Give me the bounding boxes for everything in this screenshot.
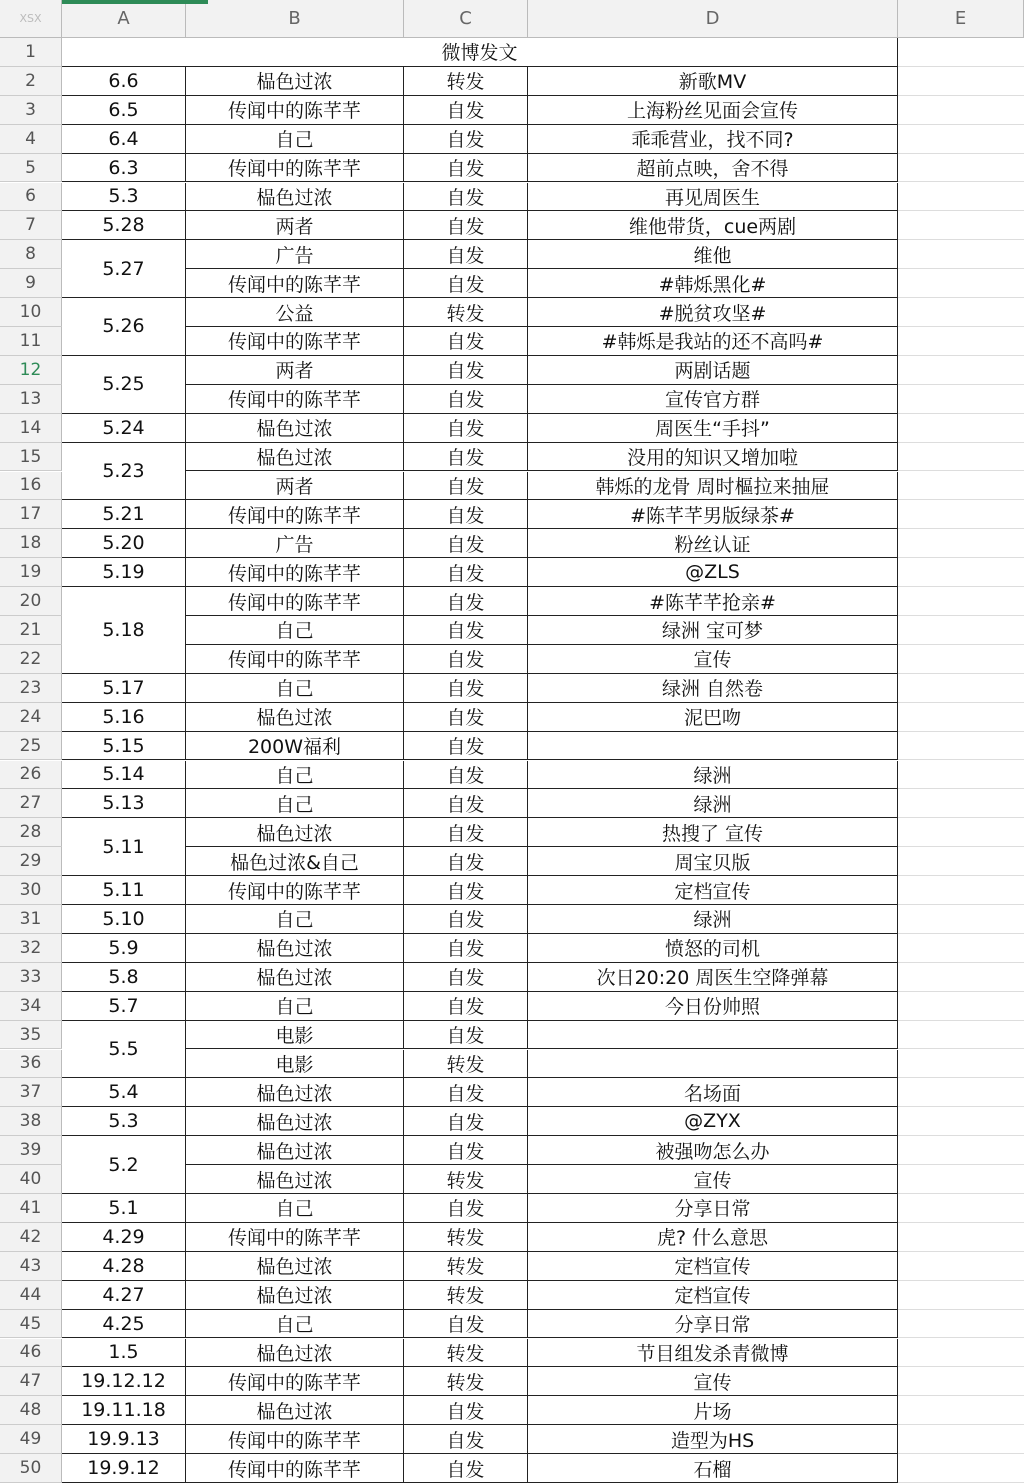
- date-cell[interactable]: 4.27: [62, 1281, 186, 1310]
- date-cell[interactable]: 5.1: [62, 1194, 186, 1223]
- content-cell[interactable]: 绿洲: [528, 789, 898, 818]
- table-cell[interactable]: [898, 616, 1024, 645]
- content-cell[interactable]: 绿洲 自然卷: [528, 674, 898, 703]
- row-header[interactable]: 45: [0, 1310, 62, 1339]
- row-header[interactable]: 29: [0, 847, 62, 876]
- post-type-cell[interactable]: 自发: [404, 500, 528, 529]
- account-cell[interactable]: 传闻中的陈芊芊: [186, 1367, 404, 1396]
- table-cell[interactable]: [898, 529, 1024, 558]
- row-header[interactable]: 20: [0, 587, 62, 616]
- post-type-cell[interactable]: 自发: [404, 645, 528, 674]
- column-header-c[interactable]: C: [404, 0, 528, 38]
- post-type-cell[interactable]: 自发: [404, 992, 528, 1021]
- content-cell[interactable]: #陈芊芊男版绿茶#: [528, 500, 898, 529]
- row-header[interactable]: 15: [0, 443, 62, 472]
- table-cell[interactable]: [898, 1396, 1024, 1425]
- row-header[interactable]: 47: [0, 1367, 62, 1396]
- post-type-cell[interactable]: 自发: [404, 1021, 528, 1050]
- content-cell[interactable]: #韩烁是我站的还不高吗#: [528, 327, 898, 356]
- row-header[interactable]: 41: [0, 1194, 62, 1223]
- account-cell[interactable]: 传闻中的陈芊芊: [186, 385, 404, 414]
- date-cell[interactable]: 5.11: [62, 876, 186, 905]
- post-type-cell[interactable]: 自发: [404, 414, 528, 443]
- date-cell[interactable]: 5.8: [62, 963, 186, 992]
- account-cell[interactable]: 榀色过浓: [186, 934, 404, 963]
- row-header[interactable]: 33: [0, 963, 62, 992]
- account-cell[interactable]: 公益: [186, 298, 404, 327]
- row-header[interactable]: 24: [0, 703, 62, 732]
- post-type-cell[interactable]: 自发: [404, 240, 528, 269]
- sheet-title-cell[interactable]: 微博发文: [62, 38, 898, 67]
- account-cell[interactable]: 榀色过浓: [186, 414, 404, 443]
- account-cell[interactable]: 榀色过浓: [186, 1165, 404, 1194]
- table-cell[interactable]: [898, 472, 1024, 501]
- row-header[interactable]: 5: [0, 154, 62, 183]
- date-cell[interactable]: 5.14: [62, 761, 186, 790]
- row-header[interactable]: 16: [0, 472, 62, 501]
- row-header[interactable]: 9: [0, 269, 62, 298]
- account-cell[interactable]: 榀色过浓: [186, 183, 404, 212]
- content-cell[interactable]: 宣传官方群: [528, 385, 898, 414]
- row-header[interactable]: 48: [0, 1396, 62, 1425]
- content-cell[interactable]: #脱贫攻坚#: [528, 298, 898, 327]
- account-cell[interactable]: 电影: [186, 1021, 404, 1050]
- post-type-cell[interactable]: 自发: [404, 269, 528, 298]
- table-cell[interactable]: [898, 732, 1024, 761]
- table-cell[interactable]: [898, 761, 1024, 790]
- table-cell[interactable]: [898, 992, 1024, 1021]
- content-cell[interactable]: 超前点映，舍不得: [528, 154, 898, 183]
- content-cell[interactable]: 乖乖营业，找不同?: [528, 125, 898, 154]
- table-cell[interactable]: [898, 269, 1024, 298]
- row-header[interactable]: 28: [0, 818, 62, 847]
- table-cell[interactable]: [898, 1050, 1024, 1079]
- account-cell[interactable]: 广告: [186, 240, 404, 269]
- post-type-cell[interactable]: 自发: [404, 1310, 528, 1339]
- account-cell[interactable]: 两者: [186, 472, 404, 501]
- post-type-cell[interactable]: 自发: [404, 876, 528, 905]
- date-cell[interactable]: 5.10: [62, 905, 186, 934]
- row-header[interactable]: 34: [0, 992, 62, 1021]
- table-cell[interactable]: [898, 1339, 1024, 1368]
- column-header-b[interactable]: B: [186, 0, 404, 38]
- account-cell[interactable]: 榀色过浓: [186, 1281, 404, 1310]
- table-cell[interactable]: [898, 211, 1024, 240]
- date-cell[interactable]: 5.23: [62, 443, 186, 501]
- content-cell[interactable]: 粉丝认证: [528, 529, 898, 558]
- post-type-cell[interactable]: 转发: [404, 298, 528, 327]
- post-type-cell[interactable]: 转发: [404, 1050, 528, 1079]
- account-cell[interactable]: 榀色过浓: [186, 963, 404, 992]
- table-cell[interactable]: [898, 1136, 1024, 1165]
- row-header[interactable]: 36: [0, 1050, 62, 1079]
- account-cell[interactable]: 自己: [186, 1194, 404, 1223]
- row-header[interactable]: 19: [0, 558, 62, 587]
- table-cell[interactable]: [898, 414, 1024, 443]
- row-header[interactable]: 35: [0, 1021, 62, 1050]
- row-header[interactable]: 13: [0, 385, 62, 414]
- post-type-cell[interactable]: 转发: [404, 1367, 528, 1396]
- row-header[interactable]: 1: [0, 38, 62, 67]
- table-cell[interactable]: [898, 1454, 1024, 1483]
- content-cell[interactable]: 分享日常: [528, 1194, 898, 1223]
- date-cell[interactable]: 4.29: [62, 1223, 186, 1252]
- account-cell[interactable]: 榀色过浓: [186, 1136, 404, 1165]
- table-cell[interactable]: [898, 1165, 1024, 1194]
- post-type-cell[interactable]: 自发: [404, 905, 528, 934]
- date-cell[interactable]: 5.16: [62, 703, 186, 732]
- post-type-cell[interactable]: 自发: [404, 356, 528, 385]
- table-cell[interactable]: [898, 558, 1024, 587]
- post-type-cell[interactable]: 自发: [404, 183, 528, 212]
- account-cell[interactable]: 传闻中的陈芊芊: [186, 558, 404, 587]
- table-cell[interactable]: [898, 847, 1024, 876]
- post-type-cell[interactable]: 转发: [404, 67, 528, 96]
- row-header[interactable]: 32: [0, 934, 62, 963]
- table-cell[interactable]: [898, 1194, 1024, 1223]
- table-cell[interactable]: [898, 1252, 1024, 1281]
- account-cell[interactable]: 榀色过浓: [186, 67, 404, 96]
- row-header[interactable]: 3: [0, 96, 62, 125]
- account-cell[interactable]: 广告: [186, 529, 404, 558]
- account-cell[interactable]: 榀色过浓: [186, 818, 404, 847]
- row-header[interactable]: 31: [0, 905, 62, 934]
- post-type-cell[interactable]: 自发: [404, 1396, 528, 1425]
- account-cell[interactable]: 榀色过浓: [186, 703, 404, 732]
- account-cell[interactable]: 榀色过浓: [186, 443, 404, 472]
- row-header[interactable]: 6: [0, 183, 62, 212]
- row-header[interactable]: 37: [0, 1078, 62, 1107]
- date-cell[interactable]: 5.4: [62, 1078, 186, 1107]
- row-header[interactable]: 12: [0, 356, 62, 385]
- table-cell[interactable]: [898, 674, 1024, 703]
- account-cell[interactable]: 传闻中的陈芊芊: [186, 500, 404, 529]
- row-header[interactable]: 46: [0, 1339, 62, 1368]
- date-cell[interactable]: 1.5: [62, 1339, 186, 1368]
- table-cell[interactable]: [898, 1310, 1024, 1339]
- account-cell[interactable]: 电影: [186, 1050, 404, 1079]
- post-type-cell[interactable]: 自发: [404, 1194, 528, 1223]
- content-cell[interactable]: 片场: [528, 1396, 898, 1425]
- row-header[interactable]: 42: [0, 1223, 62, 1252]
- content-cell[interactable]: 没用的知识又增加啦: [528, 443, 898, 472]
- select-all-corner[interactable]: XSX: [0, 0, 62, 38]
- row-header[interactable]: 11: [0, 327, 62, 356]
- row-header[interactable]: 50: [0, 1454, 62, 1483]
- content-cell[interactable]: 绿洲: [528, 761, 898, 790]
- account-cell[interactable]: 自己: [186, 125, 404, 154]
- content-cell[interactable]: 今日份帅照: [528, 992, 898, 1021]
- content-cell[interactable]: 宣传: [528, 1367, 898, 1396]
- table-cell[interactable]: [898, 67, 1024, 96]
- post-type-cell[interactable]: 自发: [404, 558, 528, 587]
- content-cell[interactable]: #韩烁黑化#: [528, 269, 898, 298]
- content-cell[interactable]: 上海粉丝见面会宣传: [528, 96, 898, 125]
- post-type-cell[interactable]: 自发: [404, 934, 528, 963]
- content-cell[interactable]: 分享日常: [528, 1310, 898, 1339]
- content-cell[interactable]: 定档宣传: [528, 876, 898, 905]
- row-header[interactable]: 30: [0, 876, 62, 905]
- table-cell[interactable]: [898, 1107, 1024, 1136]
- table-cell[interactable]: [898, 38, 1024, 67]
- date-cell[interactable]: 19.12.12: [62, 1367, 186, 1396]
- date-cell[interactable]: 5.18: [62, 587, 186, 674]
- date-cell[interactable]: 6.5: [62, 96, 186, 125]
- post-type-cell[interactable]: 自发: [404, 587, 528, 616]
- account-cell[interactable]: 榀色过浓: [186, 1252, 404, 1281]
- date-cell[interactable]: 5.25: [62, 356, 186, 414]
- content-cell[interactable]: 定档宣传: [528, 1252, 898, 1281]
- row-header[interactable]: 10: [0, 298, 62, 327]
- row-header[interactable]: 44: [0, 1281, 62, 1310]
- post-type-cell[interactable]: 自发: [404, 125, 528, 154]
- post-type-cell[interactable]: 自发: [404, 963, 528, 992]
- account-cell[interactable]: 榀色过浓&自己: [186, 847, 404, 876]
- content-cell[interactable]: 定档宣传: [528, 1281, 898, 1310]
- account-cell[interactable]: 传闻中的陈芊芊: [186, 269, 404, 298]
- date-cell[interactable]: 4.28: [62, 1252, 186, 1281]
- row-header[interactable]: 8: [0, 240, 62, 269]
- table-cell[interactable]: [898, 356, 1024, 385]
- row-header[interactable]: 2: [0, 67, 62, 96]
- account-cell[interactable]: 传闻中的陈芊芊: [186, 876, 404, 905]
- table-cell[interactable]: [898, 789, 1024, 818]
- table-cell[interactable]: [898, 443, 1024, 472]
- date-cell[interactable]: 5.11: [62, 818, 186, 876]
- date-cell[interactable]: 5.26: [62, 298, 186, 356]
- row-header[interactable]: 25: [0, 732, 62, 761]
- account-cell[interactable]: 200W福利: [186, 732, 404, 761]
- date-cell[interactable]: 19.9.12: [62, 1454, 186, 1483]
- date-cell[interactable]: 5.21: [62, 500, 186, 529]
- post-type-cell[interactable]: 转发: [404, 1281, 528, 1310]
- table-cell[interactable]: [898, 934, 1024, 963]
- content-cell[interactable]: 热搜了 宣传: [528, 818, 898, 847]
- date-cell[interactable]: 19.11.18: [62, 1396, 186, 1425]
- account-cell[interactable]: 榀色过浓: [186, 1107, 404, 1136]
- table-cell[interactable]: [898, 1021, 1024, 1050]
- column-selection-indicator: [62, 0, 208, 4]
- table-cell[interactable]: [898, 645, 1024, 674]
- account-cell[interactable]: 传闻中的陈芊芊: [186, 1223, 404, 1252]
- content-cell[interactable]: 绿洲 宝可梦: [528, 616, 898, 645]
- row-header[interactable]: 26: [0, 761, 62, 790]
- row-header[interactable]: 4: [0, 125, 62, 154]
- account-cell[interactable]: 自己: [186, 674, 404, 703]
- table-cell[interactable]: [898, 905, 1024, 934]
- content-cell[interactable]: 愤怒的司机: [528, 934, 898, 963]
- content-cell[interactable]: 新歌MV: [528, 67, 898, 96]
- account-cell[interactable]: 传闻中的陈芊芊: [186, 1454, 404, 1483]
- table-cell[interactable]: [898, 240, 1024, 269]
- table-cell[interactable]: [898, 1223, 1024, 1252]
- table-cell[interactable]: [898, 385, 1024, 414]
- date-cell[interactable]: 5.17: [62, 674, 186, 703]
- date-cell[interactable]: 5.9: [62, 934, 186, 963]
- content-cell[interactable]: 石榴: [528, 1454, 898, 1483]
- table-cell[interactable]: [898, 818, 1024, 847]
- table-cell[interactable]: [898, 1281, 1024, 1310]
- post-type-cell[interactable]: 自发: [404, 761, 528, 790]
- post-type-cell[interactable]: 自发: [404, 789, 528, 818]
- post-type-cell[interactable]: 自发: [404, 96, 528, 125]
- table-cell[interactable]: [898, 1367, 1024, 1396]
- table-cell[interactable]: [898, 298, 1024, 327]
- account-cell[interactable]: 传闻中的陈芊芊: [186, 96, 404, 125]
- date-cell[interactable]: 6.6: [62, 67, 186, 96]
- content-cell[interactable]: 再见周医生: [528, 183, 898, 212]
- row-header[interactable]: 21: [0, 616, 62, 645]
- date-cell[interactable]: 5.27: [62, 240, 186, 298]
- date-cell[interactable]: 6.4: [62, 125, 186, 154]
- post-type-cell[interactable]: 自发: [404, 1078, 528, 1107]
- row-header[interactable]: 39: [0, 1136, 62, 1165]
- post-type-cell[interactable]: 自发: [404, 703, 528, 732]
- content-cell[interactable]: 维他带货，cue两剧: [528, 211, 898, 240]
- content-cell[interactable]: 周宝贝版: [528, 847, 898, 876]
- content-cell[interactable]: 宣传: [528, 645, 898, 674]
- post-type-cell[interactable]: 自发: [404, 1425, 528, 1454]
- post-type-cell[interactable]: 自发: [404, 1107, 528, 1136]
- post-type-cell[interactable]: 自发: [404, 1136, 528, 1165]
- content-cell[interactable]: 泥巴吻: [528, 703, 898, 732]
- row-header[interactable]: 7: [0, 211, 62, 240]
- content-cell[interactable]: [528, 1050, 898, 1079]
- content-cell[interactable]: 被强吻怎么办: [528, 1136, 898, 1165]
- post-type-cell[interactable]: 自发: [404, 472, 528, 501]
- content-cell[interactable]: 次日20:20 周医生空降弹幕: [528, 963, 898, 992]
- account-cell[interactable]: 传闻中的陈芊芊: [186, 154, 404, 183]
- content-cell[interactable]: 韩烁的龙骨 周时樞拉来抽屉: [528, 472, 898, 501]
- date-cell[interactable]: 5.2: [62, 1136, 186, 1194]
- post-type-cell[interactable]: 自发: [404, 154, 528, 183]
- row-header[interactable]: 17: [0, 500, 62, 529]
- post-type-cell[interactable]: 自发: [404, 847, 528, 876]
- post-type-cell[interactable]: 转发: [404, 1165, 528, 1194]
- row-header[interactable]: 43: [0, 1252, 62, 1281]
- account-cell[interactable]: 自己: [186, 761, 404, 790]
- post-type-cell[interactable]: 转发: [404, 1339, 528, 1368]
- content-cell[interactable]: 虎? 什么意思: [528, 1223, 898, 1252]
- row-header[interactable]: 49: [0, 1425, 62, 1454]
- account-cell[interactable]: 传闻中的陈芊芊: [186, 587, 404, 616]
- column-header-d[interactable]: D: [528, 0, 898, 38]
- content-cell[interactable]: #陈芊芊抢亲#: [528, 587, 898, 616]
- content-cell[interactable]: 节目组发杀青微博: [528, 1339, 898, 1368]
- content-cell[interactable]: [528, 1021, 898, 1050]
- table-cell[interactable]: [898, 96, 1024, 125]
- post-type-cell[interactable]: 自发: [404, 616, 528, 645]
- table-cell[interactable]: [898, 154, 1024, 183]
- post-type-cell[interactable]: 自发: [404, 327, 528, 356]
- account-cell[interactable]: 自己: [186, 616, 404, 645]
- account-cell[interactable]: 榀色过浓: [186, 1396, 404, 1425]
- content-cell[interactable]: 周医生“手抖”: [528, 414, 898, 443]
- date-cell[interactable]: 5.3: [62, 183, 186, 212]
- content-cell[interactable]: 造型为HS: [528, 1425, 898, 1454]
- date-cell[interactable]: 5.13: [62, 789, 186, 818]
- date-cell[interactable]: 19.9.13: [62, 1425, 186, 1454]
- row-header[interactable]: 23: [0, 674, 62, 703]
- account-cell[interactable]: 自己: [186, 1310, 404, 1339]
- content-cell[interactable]: [528, 732, 898, 761]
- content-cell[interactable]: 宣传: [528, 1165, 898, 1194]
- table-cell[interactable]: [898, 703, 1024, 732]
- post-type-cell[interactable]: 自发: [404, 674, 528, 703]
- account-cell[interactable]: 自己: [186, 905, 404, 934]
- column-header-e[interactable]: E: [898, 0, 1024, 38]
- row-header[interactable]: 27: [0, 789, 62, 818]
- account-cell[interactable]: 榀色过浓: [186, 1078, 404, 1107]
- table-cell[interactable]: [898, 1078, 1024, 1107]
- content-cell[interactable]: 绿洲: [528, 905, 898, 934]
- row-header[interactable]: 38: [0, 1107, 62, 1136]
- date-cell[interactable]: 5.28: [62, 211, 186, 240]
- account-cell[interactable]: 传闻中的陈芊芊: [186, 1425, 404, 1454]
- content-cell[interactable]: 维他: [528, 240, 898, 269]
- row-header[interactable]: 22: [0, 645, 62, 674]
- table-cell[interactable]: [898, 963, 1024, 992]
- content-cell[interactable]: 名场面: [528, 1078, 898, 1107]
- table-cell[interactable]: [898, 500, 1024, 529]
- table-cell[interactable]: [898, 876, 1024, 905]
- date-cell[interactable]: 5.7: [62, 992, 186, 1021]
- row-header[interactable]: 18: [0, 529, 62, 558]
- date-cell[interactable]: 5.15: [62, 732, 186, 761]
- table-cell[interactable]: [898, 125, 1024, 154]
- content-cell[interactable]: @ZYX: [528, 1107, 898, 1136]
- account-cell[interactable]: 自己: [186, 789, 404, 818]
- account-cell[interactable]: 自己: [186, 992, 404, 1021]
- date-cell[interactable]: 5.5: [62, 1021, 186, 1079]
- content-cell[interactable]: @ZLS: [528, 558, 898, 587]
- date-cell[interactable]: 4.25: [62, 1310, 186, 1339]
- table-cell[interactable]: [898, 1425, 1024, 1454]
- post-type-cell[interactable]: 自发: [404, 1454, 528, 1483]
- post-type-cell[interactable]: 自发: [404, 211, 528, 240]
- date-cell[interactable]: 5.19: [62, 558, 186, 587]
- table-cell[interactable]: [898, 327, 1024, 356]
- date-cell[interactable]: 5.3: [62, 1107, 186, 1136]
- table-cell[interactable]: [898, 587, 1024, 616]
- post-type-cell[interactable]: 自发: [404, 818, 528, 847]
- account-cell[interactable]: 两者: [186, 356, 404, 385]
- account-cell[interactable]: 传闻中的陈芊芊: [186, 645, 404, 674]
- content-cell[interactable]: 两剧话题: [528, 356, 898, 385]
- post-type-cell[interactable]: 转发: [404, 1223, 528, 1252]
- date-cell[interactable]: 5.24: [62, 414, 186, 443]
- account-cell[interactable]: 传闻中的陈芊芊: [186, 327, 404, 356]
- post-type-cell[interactable]: 自发: [404, 732, 528, 761]
- post-type-cell[interactable]: 自发: [404, 529, 528, 558]
- post-type-cell[interactable]: 自发: [404, 385, 528, 414]
- date-cell[interactable]: 6.3: [62, 154, 186, 183]
- post-type-cell[interactable]: 转发: [404, 1252, 528, 1281]
- account-cell[interactable]: 榀色过浓: [186, 1339, 404, 1368]
- row-header[interactable]: 40: [0, 1165, 62, 1194]
- column-header-a[interactable]: A: [62, 0, 186, 38]
- account-cell[interactable]: 两者: [186, 211, 404, 240]
- row-header[interactable]: 14: [0, 414, 62, 443]
- date-cell[interactable]: 5.20: [62, 529, 186, 558]
- table-cell[interactable]: [898, 183, 1024, 212]
- post-type-cell[interactable]: 自发: [404, 443, 528, 472]
